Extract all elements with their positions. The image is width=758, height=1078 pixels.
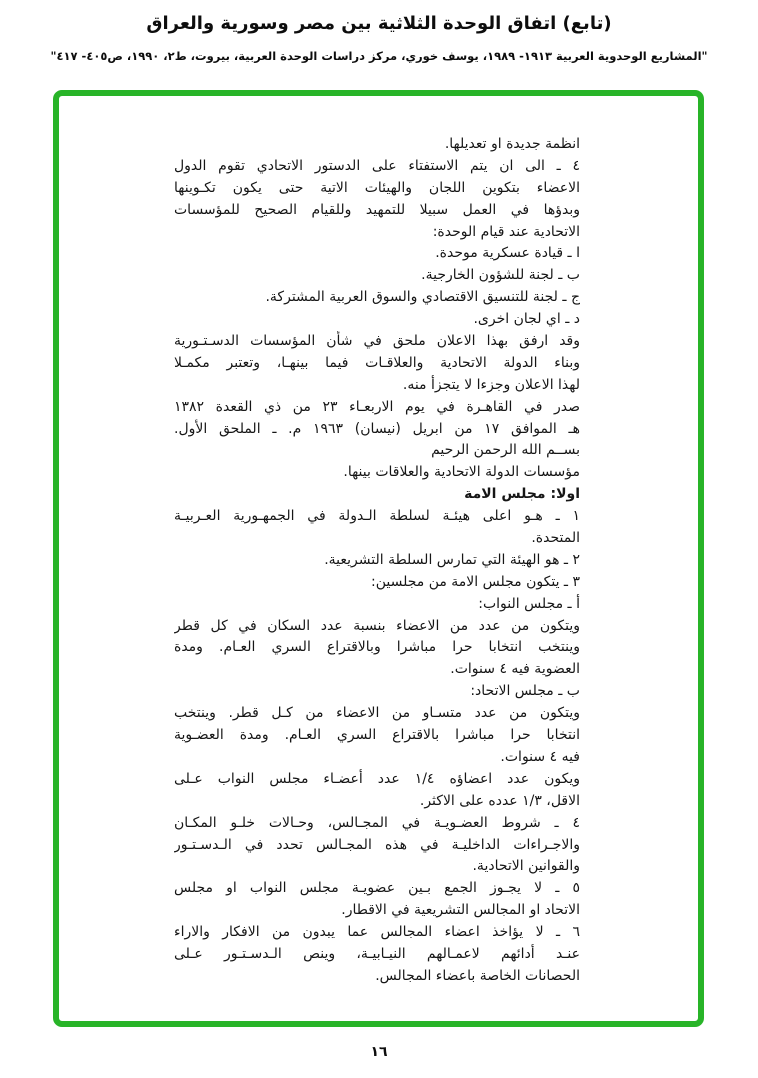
text-line: وبناء الدولة الاتحادية والعلاقـات فيما بينهـا، وتعتبر مكمـلا — [174, 354, 580, 371]
text-line: لهذا الاعلان وجزءا لا يتجزأ منه. — [402, 376, 580, 393]
text-line: ويتكون من عدد متسـاو من الاعضاء من كـل قطر. وينتخب — [174, 705, 580, 722]
text-line: وقد ارفق بهذا الاعلان ملحق في شأن المؤسسات الدسـتـورية — [174, 333, 580, 350]
text-line: الاقل، ١/٣ عدده على الاكثر. — [419, 792, 580, 809]
text-line: د ـ اي لجان اخرى. — [473, 311, 580, 328]
text-line: انتخابا حرا مباشرا بالاقتراع السري العـام. ومدة العضـوية — [174, 727, 580, 744]
text-line: هـ الموافق ١٧ من ابريل (نيسان) ١٩٦٣ م. ـ الملحق الأول. — [174, 420, 580, 437]
text-line: ٤ ـ شروط العضـويـة في المجـالس، وحـالات خلـو المكـان — [174, 814, 580, 831]
text-line: ٢ ـ هو الهيئة التي تمارس السلطة التشريعية. — [324, 551, 580, 568]
text-line: ويتكون من عدد من الاعضاء بنسبة عدد السكان في كل قطر — [174, 617, 580, 634]
text-line: وبدؤها في العمل سبيلا للتمهيد وللقيام الصحيح للمؤسسات — [174, 201, 580, 218]
text-line: مؤسسات الدولة الاتحادية والعلاقات بينها. — [343, 464, 580, 481]
text-line: ج ـ لجنة للتنسيق الاقتصادي والسوق العربية المشتركة. — [265, 289, 580, 306]
text-line: ٣ ـ يتكون مجلس الامة من مجلسين: — [370, 573, 580, 590]
text-line: ب ـ مجلس الاتحاد: — [470, 683, 580, 700]
text-line: ٦ ـ لا يؤاخذ اعضاء المجالس عما يبدون من الافكار والاراء — [174, 924, 580, 941]
text-line: بســم الله الرحمن الرحيم — [431, 442, 580, 459]
document-title: (تابع) اتفاق الوحدة الثلاثية بين مصر وسورية والعراق — [146, 13, 612, 34]
text-line: ويكون عدد اعضاؤه ١/٤ عدد أعضـاء مجلس النواب عـلى — [174, 770, 580, 787]
body-text-column — [174, 134, 580, 988]
text-line: الاعضاء بتكوين اللجان والهيئات الاتية حتى يكون تكـوينها — [174, 179, 580, 196]
text-line: ا ـ قيادة عسكرية موحدة. — [435, 245, 580, 262]
page-number: ١٦ — [370, 1044, 388, 1060]
text-line: ب ـ لجنة للشؤون الخارجية. — [421, 267, 580, 284]
text-line: وينتخب انتخابا حرا مباشرا وبالاقتراع السري العـام. ومدة — [174, 639, 580, 656]
text-line: انظمة جديدة او تعديلها. — [444, 136, 580, 152]
text-line: ٤ ـ الى ان يتم الاستفتاء على الدستور الاتحادي تقوم الدول — [174, 157, 580, 174]
text-line: المتحدة. — [531, 530, 580, 547]
text-line: ٥ ـ لا يجـوز الجمع بـين عضويـة مجلس النواب او مجلس — [174, 880, 580, 897]
content-border-frame — [53, 90, 704, 1027]
text-line: الحصانات الخاصة باعضاء المجالس. — [375, 967, 580, 984]
text-line: الاتحاد او المجالس التشريعية في الاقطار. — [341, 902, 580, 919]
text-line: ١ ـ هـو اعلى هيئـة لسلطة الـدولة في الجمهـورية العـربيـة — [174, 508, 580, 525]
text-line: فيه ٤ سنوات. — [500, 748, 580, 765]
text-line: العضوية فيه ٤ سنوات. — [450, 661, 580, 678]
text-line: صدر في القاهـرة في يوم الاربعـاء ٢٣ من ذي القعدة ١٣٨٢ — [174, 398, 580, 415]
text-line: والقوانين الاتحادية. — [472, 858, 580, 875]
source-citation: "المشاريع الوحدوية العربية ١٩١٣- ١٩٨٩، يوسف خوري، مركز دراسات الوحدة العربية، بيروت، ط٢، ١٩٩٠، ص٤٠٥- ٤١٧" — [50, 49, 708, 63]
text-line: أ ـ مجلس النواب: — [478, 595, 580, 612]
text-line: عنـد أدائهم لاعمـالهم النيـابيـة، وينص الـدسـتـور عـلى — [174, 945, 580, 962]
text-line: الاتحادية عند قيام الوحدة: — [432, 223, 580, 240]
text-line: والاجـراءات الداخليـة في هذه المجـالس تحدد في الـدسـتـور — [174, 836, 580, 853]
text-line: اولا: مجلس الامة — [464, 486, 580, 503]
